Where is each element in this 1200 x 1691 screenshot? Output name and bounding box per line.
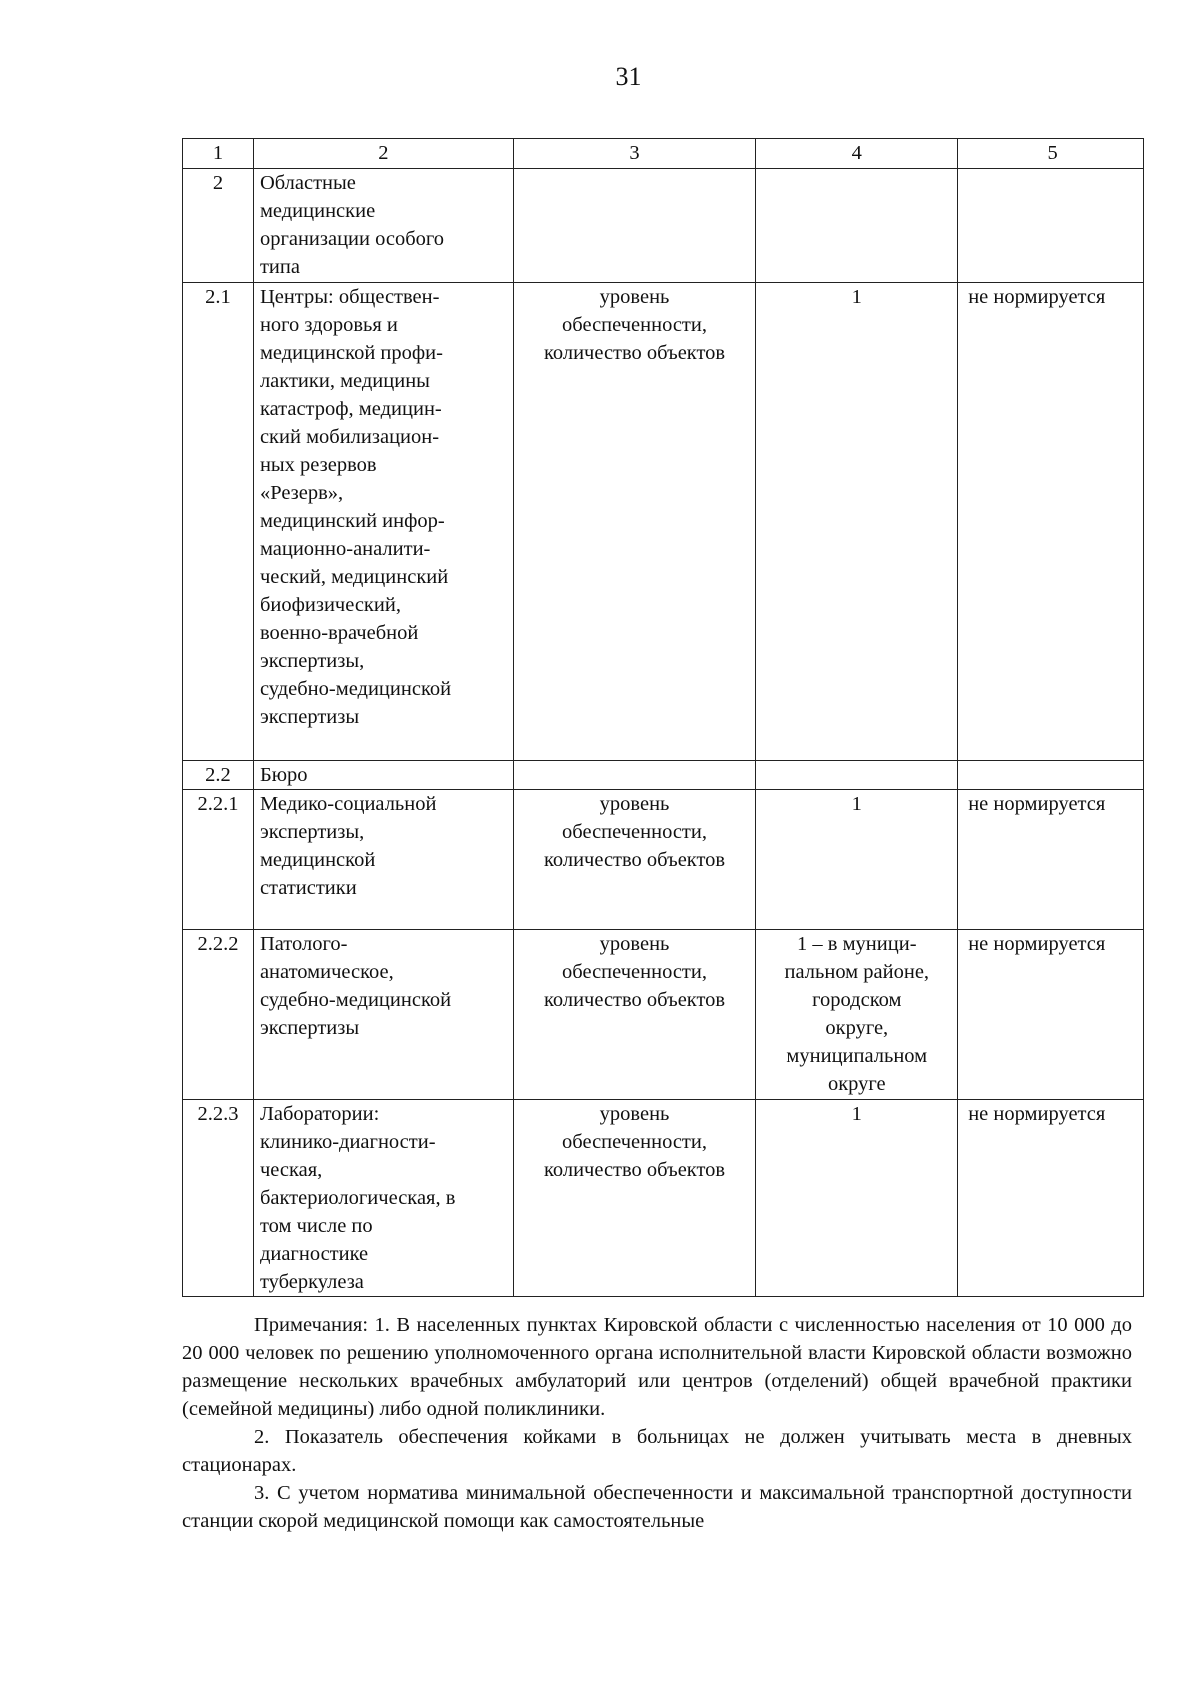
row-indicator: уровень обеспеченности, количество объектов: [513, 1100, 756, 1297]
table-row: [183, 761, 1144, 790]
table-header-row: [183, 139, 1144, 169]
row-note: не нормируется: [958, 283, 1144, 761]
row-value: 1: [756, 790, 958, 930]
row-number: 2.1: [183, 283, 254, 761]
notes-section: [182, 1311, 1132, 1535]
norms-table: [182, 138, 1144, 1297]
header-cell-5: 5: [958, 139, 1144, 169]
table-row: [183, 169, 1144, 283]
row-indicator: уровень обеспеченности, количество объектов: [513, 283, 756, 761]
row-value: 1: [756, 283, 958, 761]
row-note: не нормируется: [958, 930, 1144, 1100]
header-cell-3: 3: [513, 139, 756, 169]
row-note: не нормируется: [958, 1100, 1144, 1297]
row-indicator: уровень обеспеченности, количество объектов: [513, 790, 756, 930]
row-value: [756, 169, 958, 283]
row-name: Медико-социальной экспертизы, медицинской статистики: [253, 790, 513, 930]
row-note: [958, 761, 1144, 790]
row-value: 1 – в муници- пальном районе, городском округе, муниципальном округе: [756, 930, 958, 1100]
row-value: [756, 761, 958, 790]
row-indicator: [513, 169, 756, 283]
row-note: [958, 169, 1144, 283]
row-number: 2.2: [183, 761, 254, 790]
note-paragraph: Примечания: 1. В населенных пунктах Кировской области с численностью населения от 10 000 до 20 000 человек по решению уполномоченного органа исполнительной власти Кировской области возможно размещение нескольких врачебных амбулаторий или центров (отделений) общей врачебной практики (семейной медицины) либо одной поликлиники.: [182, 1314, 1132, 1420]
row-note: не нормируется: [958, 790, 1144, 930]
row-indicator: уровень обеспеченности, количество объектов: [513, 930, 756, 1100]
note-paragraph: 3. С учетом норматива минимальной обеспеченности и максимальной транспортной доступности станции скорой медицинской помощи как самостоятельные: [182, 1482, 1132, 1532]
header-cell-2: 2: [253, 139, 513, 169]
note-paragraph: 2. Показатель обеспечения койками в больницах не должен учитывать места в дневных стационарах.: [182, 1426, 1132, 1476]
header-cell-1: 1: [183, 139, 254, 169]
header-cell-4: 4: [756, 139, 958, 169]
row-name: Центры: обществен- ного здоровья и медицинской профи- лактики, медицины катастроф, медицин- ский мобилизацион- ных резервов «Резерв», медицинский инфор- мационно-аналити- ческий, медицинский биофизический, военно-врачебной экспертизы, судебно-медицинской экспертизы: [253, 283, 513, 761]
row-value: 1: [756, 1100, 958, 1297]
row-number: 2.2.2: [183, 930, 254, 1100]
row-name: Лаборатории: клинико-диагности- ческая, бактериологическая, в том числе по диагностике туберкулеза: [253, 1100, 513, 1297]
table-row: [183, 283, 1144, 761]
row-name: Патолого- анатомическое, судебно-медицинской экспертизы: [253, 930, 513, 1100]
table-row: [183, 930, 1144, 1100]
table-row: [183, 1100, 1144, 1297]
table-row: [183, 790, 1144, 930]
row-number: 2.2.3: [183, 1100, 254, 1297]
row-number: 2.2.1: [183, 790, 254, 930]
row-number: 2: [183, 169, 254, 283]
row-name: Областные медицинские организации особого типа: [253, 169, 513, 283]
row-name: Бюро: [253, 761, 513, 790]
row-indicator: [513, 761, 756, 790]
page-number: 31: [615, 62, 642, 91]
